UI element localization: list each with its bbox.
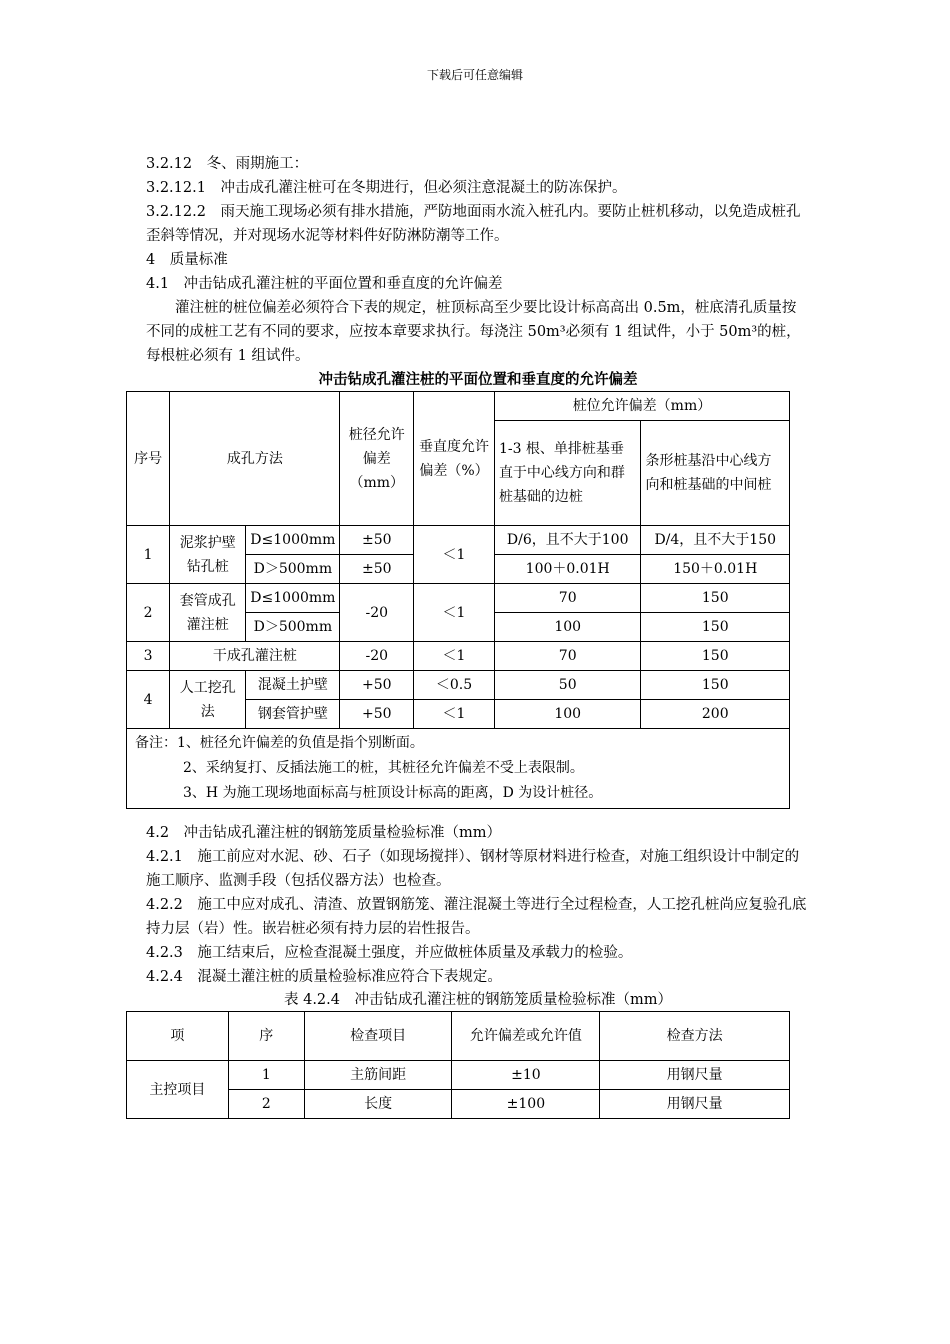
row1a-condition: D≤1000mm <box>246 526 340 555</box>
header-position-edge: 1-3 根、单排桩基垂直于中心线方向和群桩基础的边桩 <box>494 421 641 526</box>
row2-seq: 2 <box>127 584 170 642</box>
row4b-condition: 钢套管护壁 <box>246 700 340 729</box>
para-4-2-4: 4.2.4 混凝土灌注桩的质量检验标准应符合下表规定。 <box>146 969 502 985</box>
row3-verticality: ＜1 <box>414 642 495 671</box>
row2-verticality: ＜1 <box>414 584 495 642</box>
para-4-2-1: 4.2.1 施工前应对水泥、砂、石子（如现场搅拌）、钢材等原材料进行检查，对施工组织设计中制定的施工顺序、监测手段（包括仪器方法）也检查。 <box>146 849 800 889</box>
t2-header-seq: 序 <box>228 1012 304 1061</box>
document-body <box>134 152 810 1119</box>
header-seq: 序号 <box>127 392 170 526</box>
row2a-middle: 150 <box>641 584 790 613</box>
row1a-diameter: ±50 <box>340 526 414 555</box>
t2-row-seq: 2 <box>228 1090 304 1119</box>
header-method: 成孔方法 <box>170 392 340 526</box>
row2b-edge: 100 <box>494 613 641 642</box>
t2-header-method: 检查方法 <box>600 1012 790 1061</box>
note-2: 2、采纳复打、反插法施工的桩，其桩径允许偏差不受上表限制。 <box>183 760 584 776</box>
row1a-middle: D/4，且不大于150 <box>641 526 790 555</box>
rebar-cage-table <box>126 1011 790 1119</box>
row2a-edge: 70 <box>494 584 641 613</box>
row4-seq: 4 <box>127 671 170 729</box>
row2-method: 套管成孔灌注桩 <box>170 584 246 642</box>
row4a-edge: 50 <box>494 671 641 700</box>
row2b-condition: D＞500mm <box>246 613 340 642</box>
t2-row-tolerance: ±100 <box>452 1090 600 1119</box>
t2-row-tolerance: ±10 <box>452 1061 600 1090</box>
t2-header-item: 项 <box>127 1012 229 1061</box>
row3-edge: 70 <box>494 642 641 671</box>
t2-row-method: 用钢尺量 <box>600 1090 790 1119</box>
t2-row-method: 用钢尺量 <box>600 1061 790 1090</box>
t2-group-main: 主控项目 <box>127 1061 229 1119</box>
t2-row-check: 主筋间距 <box>304 1061 452 1090</box>
row3-seq: 3 <box>127 642 170 671</box>
t2-header-tolerance: 允许偏差或允许值 <box>452 1012 600 1061</box>
header-position-tolerance: 桩位允许偏差（mm） <box>494 392 789 421</box>
row2b-middle: 150 <box>641 613 790 642</box>
row4a-condition: 混凝土护壁 <box>246 671 340 700</box>
t2-header-check: 检查项目 <box>304 1012 452 1061</box>
t2-row-seq: 1 <box>228 1061 304 1090</box>
header-position-middle: 条形桩基沿中心线方向和桩基础的中间桩 <box>641 421 790 526</box>
para-3-2-12: 3.2.12 冬、雨期施工： <box>146 156 309 172</box>
row1-seq: 1 <box>127 526 170 584</box>
row1a-edge: D/6，且不大于100 <box>494 526 641 555</box>
row3-diameter: -20 <box>340 642 414 671</box>
row2a-condition: D≤1000mm <box>246 584 340 613</box>
t2-row-check: 长度 <box>304 1090 452 1119</box>
table2-caption: 表 4.2.4 冲击钻成孔灌注桩的钢筋笼质量检验标准（mm） <box>283 992 672 1008</box>
row4b-edge: 100 <box>494 700 641 729</box>
header-diameter-tolerance: 桩径允许偏差（mm） <box>340 392 414 526</box>
para-3-2-12-2: 3.2.12.2 雨天施工现场必须有排水措施，严防地面雨水流入桩孔内。要防止桩机移动，以免造成桩孔歪斜等情况，并对现场水泥等材料件好防淋防潮等工作。 <box>146 204 801 244</box>
para-4-1-body: 灌注桩的桩位偏差必须符合下表的规定，桩顶标高至少要比设计标高高出 0.5m，桩底清孔质量按不同的成桩工艺有不同的要求，应按本章要求执行。每浇注 50m³必须有 1 组试件，小于 50m³的桩，每根桩必须有 1 组试件。 <box>146 300 801 364</box>
heading-4-1: 4.1 冲击钻成孔灌注桩的平面位置和垂直度的允许偏差 <box>146 276 503 292</box>
header-verticality-tolerance: 垂直度允许偏差（%） <box>414 392 495 526</box>
row1b-condition: D＞500mm <box>246 555 340 584</box>
pile-tolerance-table <box>126 391 790 809</box>
row4a-verticality: ＜0.5 <box>414 671 495 700</box>
row1b-edge: 100＋0.01H <box>494 555 641 584</box>
row1b-diameter: ±50 <box>340 555 414 584</box>
row2-diameter: -20 <box>340 584 414 642</box>
heading-4: 4 质量标准 <box>146 252 228 268</box>
para-4-2-2: 4.2.2 施工中应对成孔、清渣、放置钢筋笼、灌注混凝土等进行全过程检查，人工挖孔桩尚应复验孔底持力层（岩）性。嵌岩桩必须有持力层的岩性报告。 <box>146 897 807 937</box>
table1-notes <box>127 729 790 809</box>
page-header: 下载后可任意编辑 <box>426 68 523 82</box>
row1-method: 泥浆护壁钻孔桩 <box>170 526 246 584</box>
row4a-middle: 150 <box>641 671 790 700</box>
row4b-diameter: +50 <box>340 700 414 729</box>
row3-method: 干成孔灌注桩 <box>170 642 340 671</box>
row4-method: 人工挖孔法 <box>170 671 246 729</box>
note-1: 备注：1、桩径允许偏差的负值是指个别断面。 <box>135 735 424 751</box>
note-3: 3、H 为施工现场地面标高与桩顶设计标高的距离，D 为设计桩径。 <box>183 785 603 801</box>
para-4-2-3: 4.2.3 施工结束后，应检查混凝土强度，并应做桩体质量及承载力的检验。 <box>146 945 633 961</box>
row4a-diameter: +50 <box>340 671 414 700</box>
para-3-2-12-1: 3.2.12.1 冲击成孔灌注桩可在冬期进行，但必须注意混凝土的防冻保护。 <box>146 180 627 196</box>
row1-verticality: ＜1 <box>414 526 495 584</box>
table1-caption: 冲击钻成孔灌注桩的平面位置和垂直度的允许偏差 <box>318 371 638 388</box>
row4b-middle: 200 <box>641 700 790 729</box>
row1b-middle: 150＋0.01H <box>641 555 790 584</box>
row3-middle: 150 <box>641 642 790 671</box>
row4b-verticality: ＜1 <box>414 700 495 729</box>
heading-4-2: 4.2 冲击钻成孔灌注桩的钢筋笼质量检验标准（mm） <box>146 825 502 841</box>
